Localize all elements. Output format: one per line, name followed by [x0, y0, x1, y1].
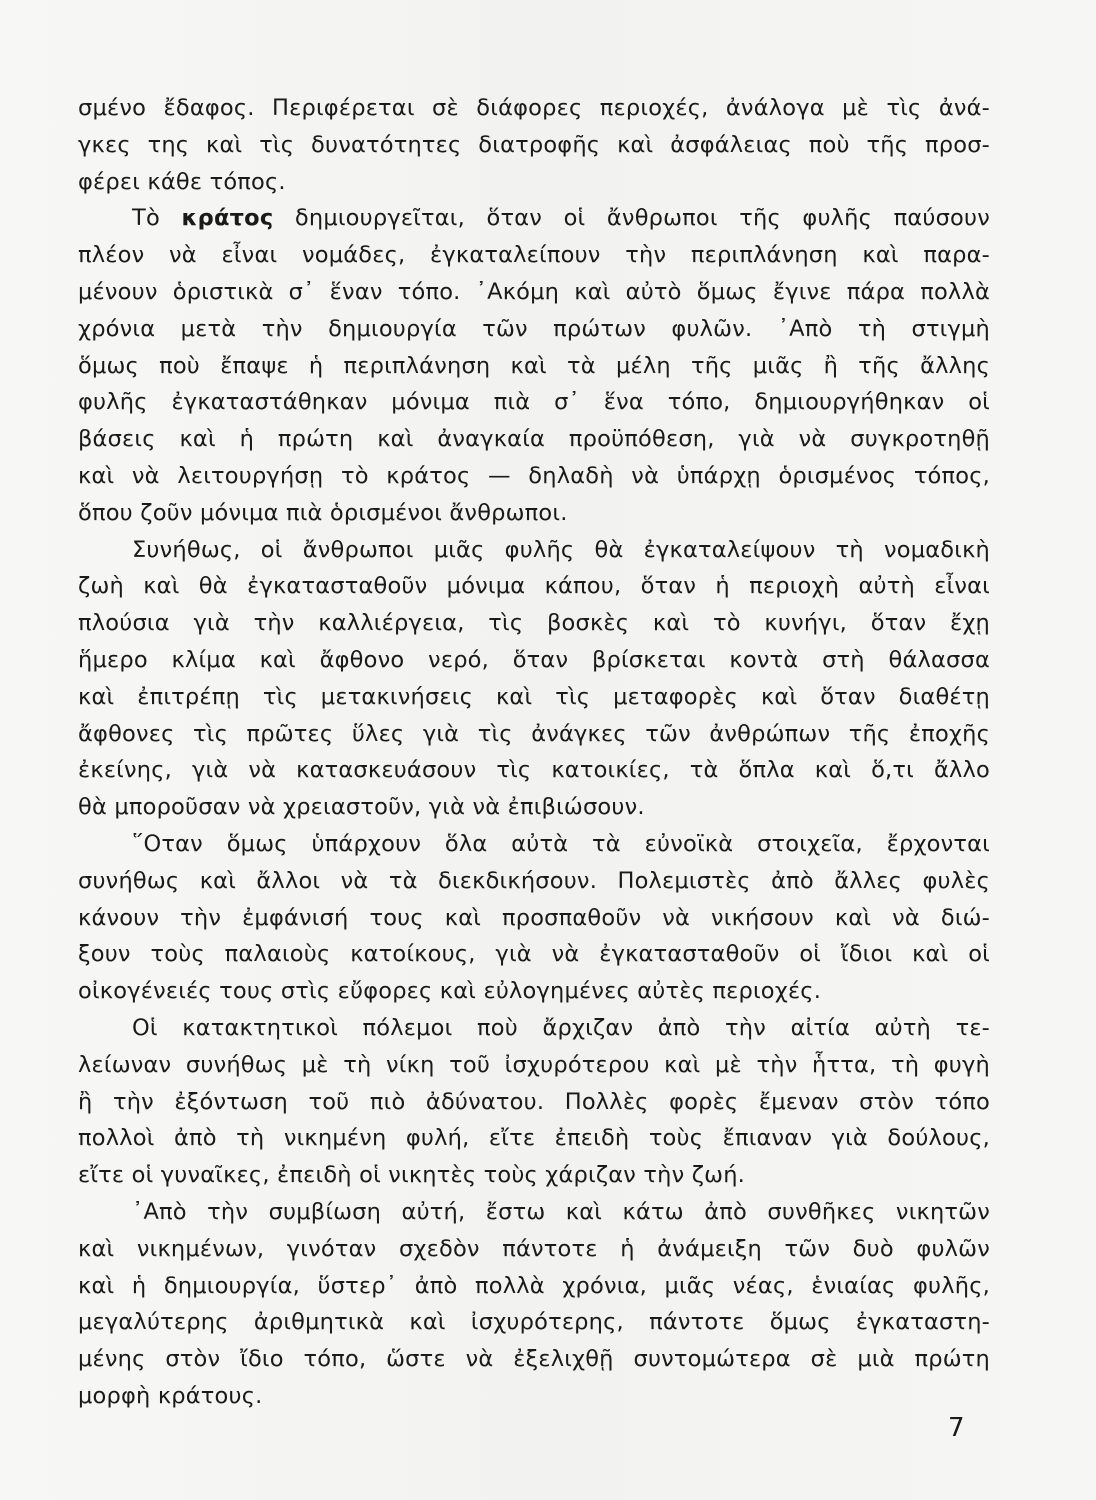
text-line: ῞Οταν ὅμως ὑπάρχουν ὅλα αὐτὰ τὰ εὐνοϊκὰ στοιχεῖα, ἔρχονται	[132, 830, 990, 857]
text-line: καὶ ἐπιτρέπῃ τὶς μετακινήσεις καὶ τὶς μεταφορὲς καὶ ὅταν διαθέτῃ	[78, 683, 990, 710]
text-line: μένουν ὁριστικὰ σ᾽ ἕναν τόπο. ᾽Ακόμη καὶ αὐτὸ ὅμως ἔγινε πάρα πολλὰ	[78, 278, 990, 305]
page-text	[78, 90, 990, 1415]
text-line: ὅμως ποὺ ἔπαψε ἡ περιπλάνηση καὶ τὰ μέλη τῆς μιᾶς ἢ τῆς ἄλλης	[78, 352, 990, 379]
text-fragment: δημιουργεῖται, ὅταν οἱ ἄνθρωποι τῆς φυλῆς παύσουν	[273, 205, 991, 232]
text-line: ἢ τὴν ἐξόντωση τοῦ πιὸ ἀδύνατου. Πολλὲς φορὲς ἔμεναν στὸν τόπο	[78, 1088, 990, 1115]
text-line: χρόνια μετὰ τὴν δημιουργία τῶν πρώτων φυλῶν. ᾽Απὸ τὴ στιγμὴ	[78, 315, 990, 342]
text-line: φέρει κάθε τόπος.	[78, 168, 286, 195]
text-line: ᾽Απὸ τὴν συμβίωση αὐτή, ἔστω καὶ κάτω ἀπὸ συνθῆκες νικητῶν	[132, 1198, 990, 1225]
text-line: κάνουν τὴν ἐμφάνισή τους καὶ προσπαθοῦν νὰ νικήσουν καὶ νὰ διώ-	[78, 904, 990, 931]
text-line: ἄφθονες τὶς πρῶτες ὕλες γιὰ τὶς ἀνάγκες τῶν ἀνθρώπων τῆς ἐποχῆς	[78, 720, 990, 747]
text-line: λείωναν συνήθως μὲ τὴ νίκη τοῦ ἰσχυρότερου καὶ μὲ τὴν ἧττα, τὴ φυγὴ	[78, 1051, 990, 1078]
text-line: εἴτε οἱ γυναῖκες, ἐπειδὴ οἱ νικητὲς τοὺς χάριζαν τὴν ζωή.	[78, 1162, 746, 1189]
text-line: σμένο ἔδαφος. Περιφέρεται σὲ διάφορες περιοχές, ἀνάλογα μὲ τὶς ἀνά-	[78, 95, 990, 121]
text-line: μεγαλύτερης ἀριθμητικὰ καὶ ἰσχυρότερης, πάντοτε ὅμως ἐγκαταστη-	[78, 1309, 990, 1336]
paragraph	[78, 826, 990, 1010]
text-line: συνήθως καὶ ἄλλοι νὰ τὰ διεκδικήσουν. Πολεμιστὲς ἀπὸ ἄλλες φυλὲς	[78, 867, 990, 894]
text-line: βάσεις καὶ ἡ πρώτη καὶ ἀναγκαία προϋπόθεση, γιὰ νὰ συγκροτηθῇ	[78, 426, 990, 453]
text-line: φυλῆς ἐγκαταστάθηκαν μόνιμα πιὰ σ᾽ ἕνα τόπο, δημιουργήθηκαν οἱ	[78, 389, 990, 416]
text-line: μένης στὸν ἴδιο τόπο, ὥστε νὰ ἐξελιχθῇ συντομώτερα σὲ μιὰ πρώτη	[78, 1346, 990, 1373]
text-line: οἰκογένειές τους στὶς εὔφορες καὶ εὐλογημένες αὐτὲς περιοχές.	[78, 978, 822, 1005]
paragraph	[78, 200, 990, 531]
bold-term: κράτος	[181, 205, 274, 232]
text-line	[78, 200, 990, 237]
text-line: καὶ ἡ δημιουργία, ὕστερ᾽ ἀπὸ πολλὰ χρόνια, μιᾶς νέας, ἑνιαίας φυλῆς,	[78, 1272, 990, 1299]
text-line: θὰ μποροῦσαν νὰ χρειαστοῦν, γιὰ νὰ ἐπιβιώσουν.	[78, 794, 645, 821]
paragraph	[78, 1010, 990, 1194]
text-line: πλέον νὰ εἶναι νομάδες, ἐγκαταλείπουν τὴν περιπλάνηση καὶ παρα-	[78, 242, 990, 269]
text-line: καὶ νικημένων, γινόταν σχεδὸν πάντοτε ἡ ἀνάμειξη τῶν δυὸ φυλῶν	[78, 1235, 990, 1262]
paragraph	[78, 90, 990, 200]
text-line: ζωὴ καὶ θὰ ἐγκατασταθοῦν μόνιμα κάπου, ὅταν ἡ περιοχὴ αὐτὴ εἶναι	[78, 573, 990, 600]
text-line: μορφὴ κράτους.	[78, 1382, 263, 1409]
paragraph	[78, 1194, 990, 1415]
text-line: ὅπου ζοῦν μόνιμα πιὰ ὁρισμένοι ἄνθρωποι.	[78, 499, 568, 526]
text-fragment: Τὸ	[132, 205, 182, 232]
text-line: πολλοὶ ἀπὸ τὴ νικημένη φυλή, εἴτε ἐπειδὴ τοὺς ἔπιαναν γιὰ δούλους,	[78, 1125, 990, 1152]
text-line: πλούσια γιὰ τὴν καλλιέργεια, τὶς βοσκὲς καὶ τὸ κυνήγι, ὅταν ἔχῃ	[78, 610, 990, 637]
text-line: Συνήθως, οἱ ἄνθρωποι μιᾶς φυλῆς θὰ ἐγκαταλείψουν τὴ νομαδικὴ	[132, 536, 990, 563]
paragraph	[78, 532, 990, 826]
page-number: 7	[948, 1413, 965, 1443]
text-line: γκες της καὶ τὶς δυνατότητες διατροφῆς καὶ ἀσφάλειας ποὺ τῆς προσ-	[78, 131, 990, 158]
text-line: ἐκείνης, γιὰ νὰ κατασκευάσουν τὶς κατοικίες, τὰ ὅπλα καὶ ὅ,τι ἄλλο	[78, 757, 990, 784]
text-line: ξουν τοὺς παλαιοὺς κατοίκους, γιὰ νὰ ἐγκατασταθοῦν οἱ ἴδιοι καὶ οἱ	[78, 941, 990, 968]
text-line: καὶ νὰ λειτουργήσῃ τὸ κράτος — δηλαδὴ νὰ ὑπάρχῃ ὁρισμένος τόπος,	[78, 462, 990, 489]
text-line: ἥμερο κλίμα καὶ ἄφθονο νερό, ὅταν βρίσκεται κοντὰ στὴ θάλασσα	[78, 646, 990, 673]
text-line: Οἱ κατακτητικοὶ πόλεμοι ποὺ ἄρχιζαν ἀπὸ τὴν αἰτία αὐτὴ τε-	[132, 1014, 990, 1041]
